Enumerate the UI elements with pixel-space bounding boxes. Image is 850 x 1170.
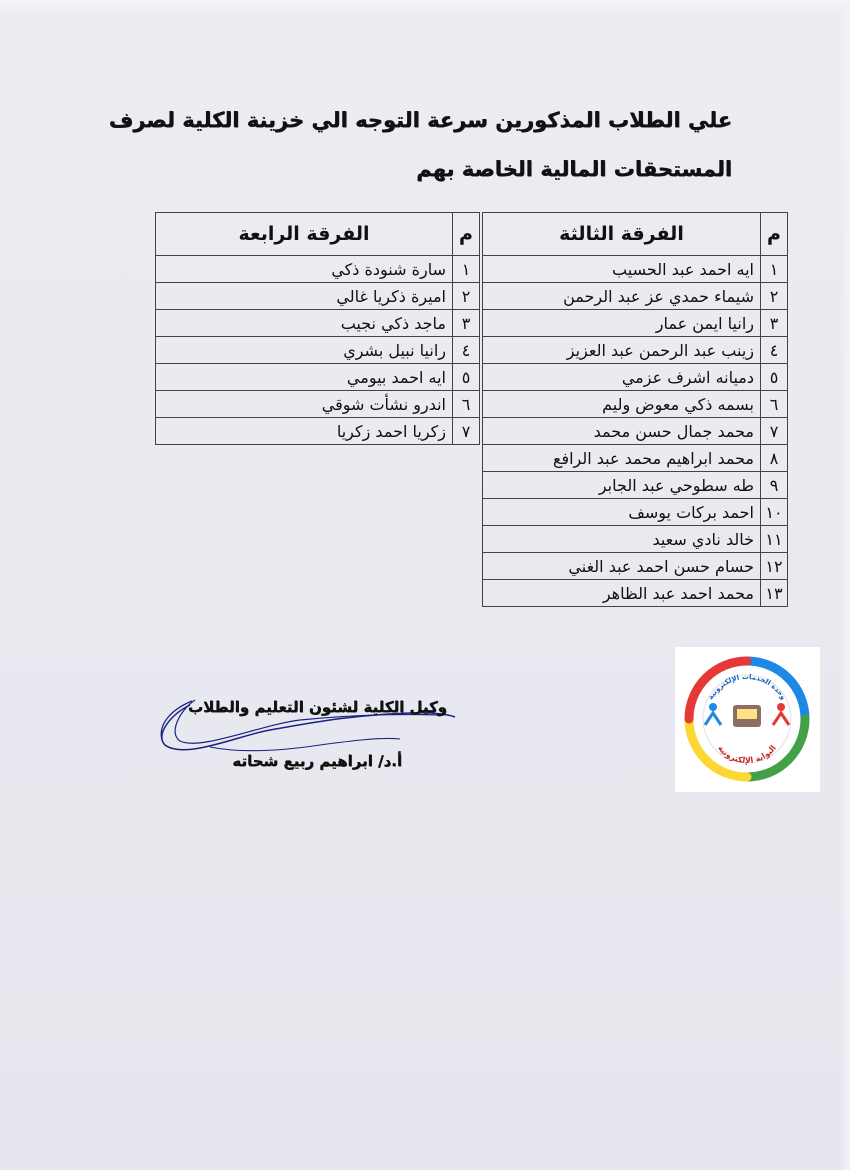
row-number: ١٢ — [761, 553, 788, 580]
number-column-header: م — [453, 213, 480, 256]
student-name: حسام حسن احمد عبد الغني — [483, 553, 761, 580]
row-number: ٨ — [761, 445, 788, 472]
row-number: ٦ — [453, 391, 480, 418]
row-number: ٣ — [453, 310, 480, 337]
fourth-year-column-header: الفرقة الرابعة — [156, 213, 453, 256]
row-number: ٤ — [761, 337, 788, 364]
row-number: ١ — [453, 256, 480, 283]
student-name: دميانه اشرف عزمي — [483, 364, 761, 391]
row-number: ١٠ — [761, 499, 788, 526]
third-year-table — [482, 212, 788, 607]
student-name: زكريا احمد زكريا — [156, 418, 453, 445]
third-year-column-header: الفرقة الثالثة — [483, 213, 761, 256]
table-row — [156, 418, 480, 445]
announcement-heading-line2: المستحقات المالية الخاصة بهم — [416, 157, 732, 181]
table-row — [156, 391, 480, 418]
table-row — [156, 337, 480, 364]
row-number: ٥ — [453, 364, 480, 391]
student-name: زينب عبد الرحمن عبد العزيز — [483, 337, 761, 364]
student-name: سارة شنودة ذكي — [156, 256, 453, 283]
student-name: خالد نادي سعيد — [483, 526, 761, 553]
table-header-row — [156, 213, 480, 256]
table-row — [156, 364, 480, 391]
student-name: ايه احمد بيومي — [156, 364, 453, 391]
student-name: اندرو نشأت شوقي — [156, 391, 453, 418]
student-name: محمد جمال حسن محمد — [483, 418, 761, 445]
student-name: طه سطوحي عبد الجابر — [483, 472, 761, 499]
table-row — [483, 310, 788, 337]
table-row — [483, 553, 788, 580]
row-number: ٢ — [761, 283, 788, 310]
row-number: ١ — [761, 256, 788, 283]
table-row — [156, 256, 480, 283]
table-row — [483, 445, 788, 472]
announcement-heading-line1: علي الطلاب المذكورين سرعة التوجه الي خزينة الكلية لصرف — [108, 108, 732, 132]
logo-bottom-text: البوابة الإلكترونية — [716, 743, 778, 766]
student-name: رانيا ايمن عمار — [483, 310, 761, 337]
signatory-name: أ.د/ ابراهيم ربيع شحاته — [232, 752, 402, 770]
table-header-row — [483, 213, 788, 256]
table-row — [483, 364, 788, 391]
row-number: ٧ — [761, 418, 788, 445]
row-number: ٦ — [761, 391, 788, 418]
logo-graphic — [675, 647, 820, 792]
table-row — [156, 310, 480, 337]
table-row — [483, 499, 788, 526]
table-row — [483, 283, 788, 310]
table-row — [156, 283, 480, 310]
table-row — [483, 256, 788, 283]
row-number: ١٣ — [761, 580, 788, 607]
fourth-year-table — [155, 212, 480, 445]
table-row — [483, 418, 788, 445]
row-number: ٤ — [453, 337, 480, 364]
student-name: بسمه ذكي معوض وليم — [483, 391, 761, 418]
row-number: ٢ — [453, 283, 480, 310]
number-column-header: م — [761, 213, 788, 256]
student-name: اميرة ذكريا غالي — [156, 283, 453, 310]
student-name: محمد ابراهيم محمد عبد الرافع — [483, 445, 761, 472]
table-row — [483, 580, 788, 607]
student-name: ايه احمد عبد الحسيب — [483, 256, 761, 283]
table-row — [483, 526, 788, 553]
electronic-portal-logo-icon — [675, 647, 820, 792]
student-name: محمد احمد عبد الظاهر — [483, 580, 761, 607]
scan-edge — [0, 0, 850, 14]
row-number: ١١ — [761, 526, 788, 553]
student-name: رانيا نبيل بشري — [156, 337, 453, 364]
student-name: ماجد ذكي نجيب — [156, 310, 453, 337]
scan-edge — [840, 0, 850, 1170]
student-name: شيماء حمدي عز عبد الرحمن — [483, 283, 761, 310]
signatory-title: وكيل الكلية لشئون التعليم والطلاب — [187, 698, 447, 716]
student-name: احمد بركات يوسف — [483, 499, 761, 526]
row-number: ٣ — [761, 310, 788, 337]
table-row — [483, 472, 788, 499]
logo-top-text: وحدة الخدمات الإلكترونية — [706, 672, 788, 702]
row-number: ٥ — [761, 364, 788, 391]
table-row — [483, 337, 788, 364]
row-number: ٩ — [761, 472, 788, 499]
row-number: ٧ — [453, 418, 480, 445]
table-row — [483, 391, 788, 418]
